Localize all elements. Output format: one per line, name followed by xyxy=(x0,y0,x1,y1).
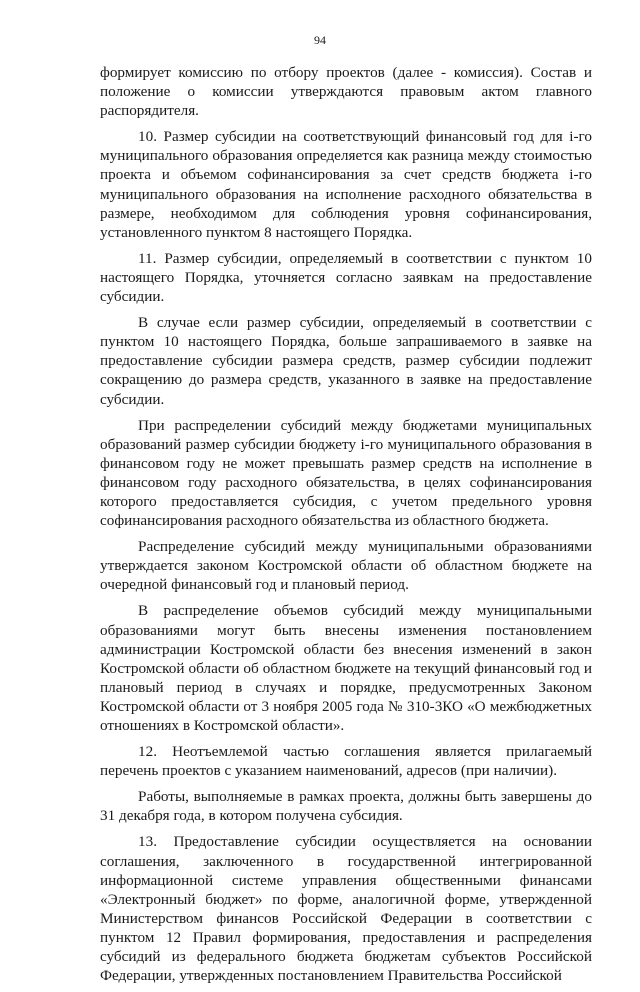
paragraph-commission-continuation: формирует комиссию по отбору проектов (далее - комиссия). Состав и положение о комиссии утверждаются правовым актом главного распорядителя. xyxy=(100,64,592,120)
paragraph-subsidy-distribution-limit: При распределении субсидий между бюджетами муниципальных образований размер субсидии бюджету i-го муниципального образования в финансовом году не может превышать размер средств на исполнение в финансовом году расходного обязательства, в целях софинансирования которого предоставляется субсидия, с учетом предельного уровня софинансирования расходного обязательства из областного бюджета. xyxy=(100,416,592,530)
paragraph-13-agreement: 13. Предоставление субсидии осуществляется на основании соглашения, заключенного в государственной интегрированной информационной системе управления общественными финансами «Электронный бюджет» по форме, аналогичной форме, утвержденной Министерством финансов Российской Федерации в соответствии с пунктом 12 Правил формирования, предоставления и распределения субсидий из федерального бюджета бюджетам субъектов Российской Федерации, утвержденных постановлением Правительства Российской xyxy=(100,833,592,985)
paragraph-12-project-list: 12. Неотъемлемой частью соглашения является прилагаемый перечень проектов с указанием наименований, адресов (при наличии). xyxy=(100,743,592,780)
page-number: 94 xyxy=(314,33,326,47)
paragraph-subsidy-reduction: В случае если размер субсидии, определяемый в соответствии с пунктом 10 настоящего Порядка, больше запрашиваемого в заявке на предоставление субсидии размера средств, размер субсидии подлежит сокращению до размера средств, указанного в заявке на предоставление субсидии. xyxy=(100,314,592,408)
paragraph-works-deadline: Работы, выполняемые в рамках проекта, должны быть завершены до 31 декабря года, в котором получена субсидия. xyxy=(100,788,592,825)
paragraph-11-subsidy-refinement: 11. Размер субсидии, определяемый в соответствии с пунктом 10 настоящего Порядка, уточняется согласно заявкам на предоставление субсидии. xyxy=(100,249,592,306)
paragraph-10-subsidy-size: 10. Размер субсидии на соответствующий финансовый год для i-го муниципального образования определяется как разница между стоимостью проекта и объемом софинансирования за счет средств бюджета i-го муниципального образования на исполнение расходного обязательства в размере, необходимом для соблюдения уровня софинансирования, установленного пунктом 8 настоящего Порядка. xyxy=(100,128,592,241)
paragraph-distribution-changes: В распределение объемов субсидий между муниципальными образованиями могут быть внесены изменения постановлением администрации Костромской области без внесения изменений в закон Костромской области об областном бюджете на текущий финансовый год и плановый период в случаях и порядке, предусмотренных Законом Костромской области от 3 ноября 2005 года № 310-3КО «О межбюджетных отношениях в Костромской области». xyxy=(100,602,592,734)
document-body xyxy=(100,63,592,992)
paragraph-distribution-approval: Распределение субсидий между муниципальными образованиями утверждается законом Костромской области об областном бюджете на очередной финансовый год и плановый период. xyxy=(100,538,592,594)
